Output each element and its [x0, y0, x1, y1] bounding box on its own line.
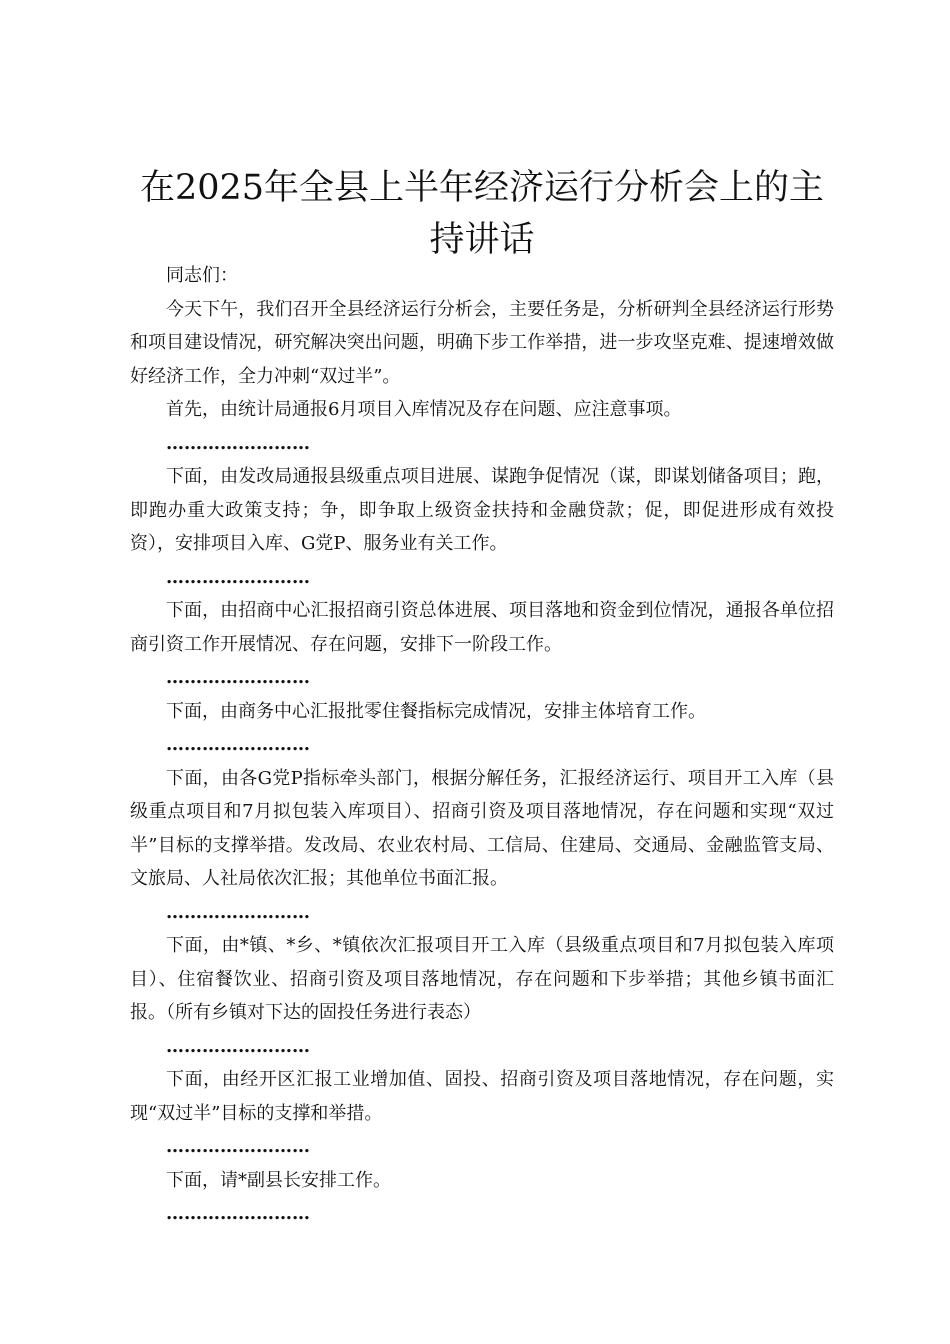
paragraph: 下面，由经开区汇报工业增加值、固投、招商引资及项目落地情况，存在问题，实现“双过半”目标的支撑和举措。	[130, 1069, 834, 1124]
paragraph: 下面，由各G党P指标牵头部门，根据分解任务，汇报经济运行、项目开工入库（县级重点项目和7月拟包装入库项目）、招商引资及项目落地情况，存在问题和实现“双过半”目标的支撑举措。发改局、农业农村局、工信局、住建局、交通局、金融监管支局、文旅局、人社局依次汇报；其他单位书面汇报。	[130, 767, 834, 889]
paragraph: 下面，由*镇、*乡、*镇依次汇报项目开工入库（县级重点项目和7月拟包装入库项目）、住宿餐饮业、招商引资及项目落地情况，存在问题和下步举措；其他乡镇书面汇报。（所有乡镇对下达的固投任务进行表态）	[130, 935, 834, 1023]
paragraph: 下面，由发改局通报县级重点项目进展、谋跑争促情况（谋，即谋划储备项目；跑，即跑办重大政策支持；争，即争取上级资金扶持和金融贷款；促，即促进形成有效投资），安排项目入库、G党P、服务业有关工作。	[130, 466, 834, 554]
ellipsis-placeholder: ……………………	[166, 1136, 310, 1157]
paragraph: 首先，由统计局通报6月项目入库情况及存在问题、应注意事项。	[166, 399, 682, 420]
ellipsis-placeholder: ……………………	[166, 667, 310, 688]
ellipsis-placeholder: ……………………	[166, 901, 310, 923]
paragraph-salutation: 同志们：	[166, 265, 238, 286]
ellipsis-placeholder: ……………………	[166, 432, 310, 454]
ellipsis-placeholder: ……………………	[166, 1203, 310, 1224]
paragraph: 下面，由商务中心汇报批零住餐指标完成情况，安排主体培育工作。	[166, 700, 706, 722]
paragraph: 今天下午，我们召开全县经济运行分析会，主要任务是，分析研判全县经济运行形势和项目建设情况，研究解决突出问题，明确下步工作举措，进一步攻坚克难、提速增效做好经济工作，全力冲刺“双过半”。	[130, 298, 834, 387]
document-body	[130, 259, 834, 1231]
document-title: 在2025年全县上半年经济运行分析会上的主持讲话	[139, 168, 825, 260]
ellipsis-placeholder: ……………………	[166, 1035, 310, 1057]
paragraph: 下面，由招商中心汇报招商引资总体进展、项目落地和资金到位情况，通报各单位招商引资工作开展情况、存在问题，安排下一阶段工作。	[130, 600, 834, 655]
paragraph: 下面，请*副县长安排工作。	[166, 1169, 391, 1191]
ellipsis-placeholder: ……………………	[166, 734, 310, 755]
ellipsis-placeholder: ……………………	[166, 566, 310, 588]
